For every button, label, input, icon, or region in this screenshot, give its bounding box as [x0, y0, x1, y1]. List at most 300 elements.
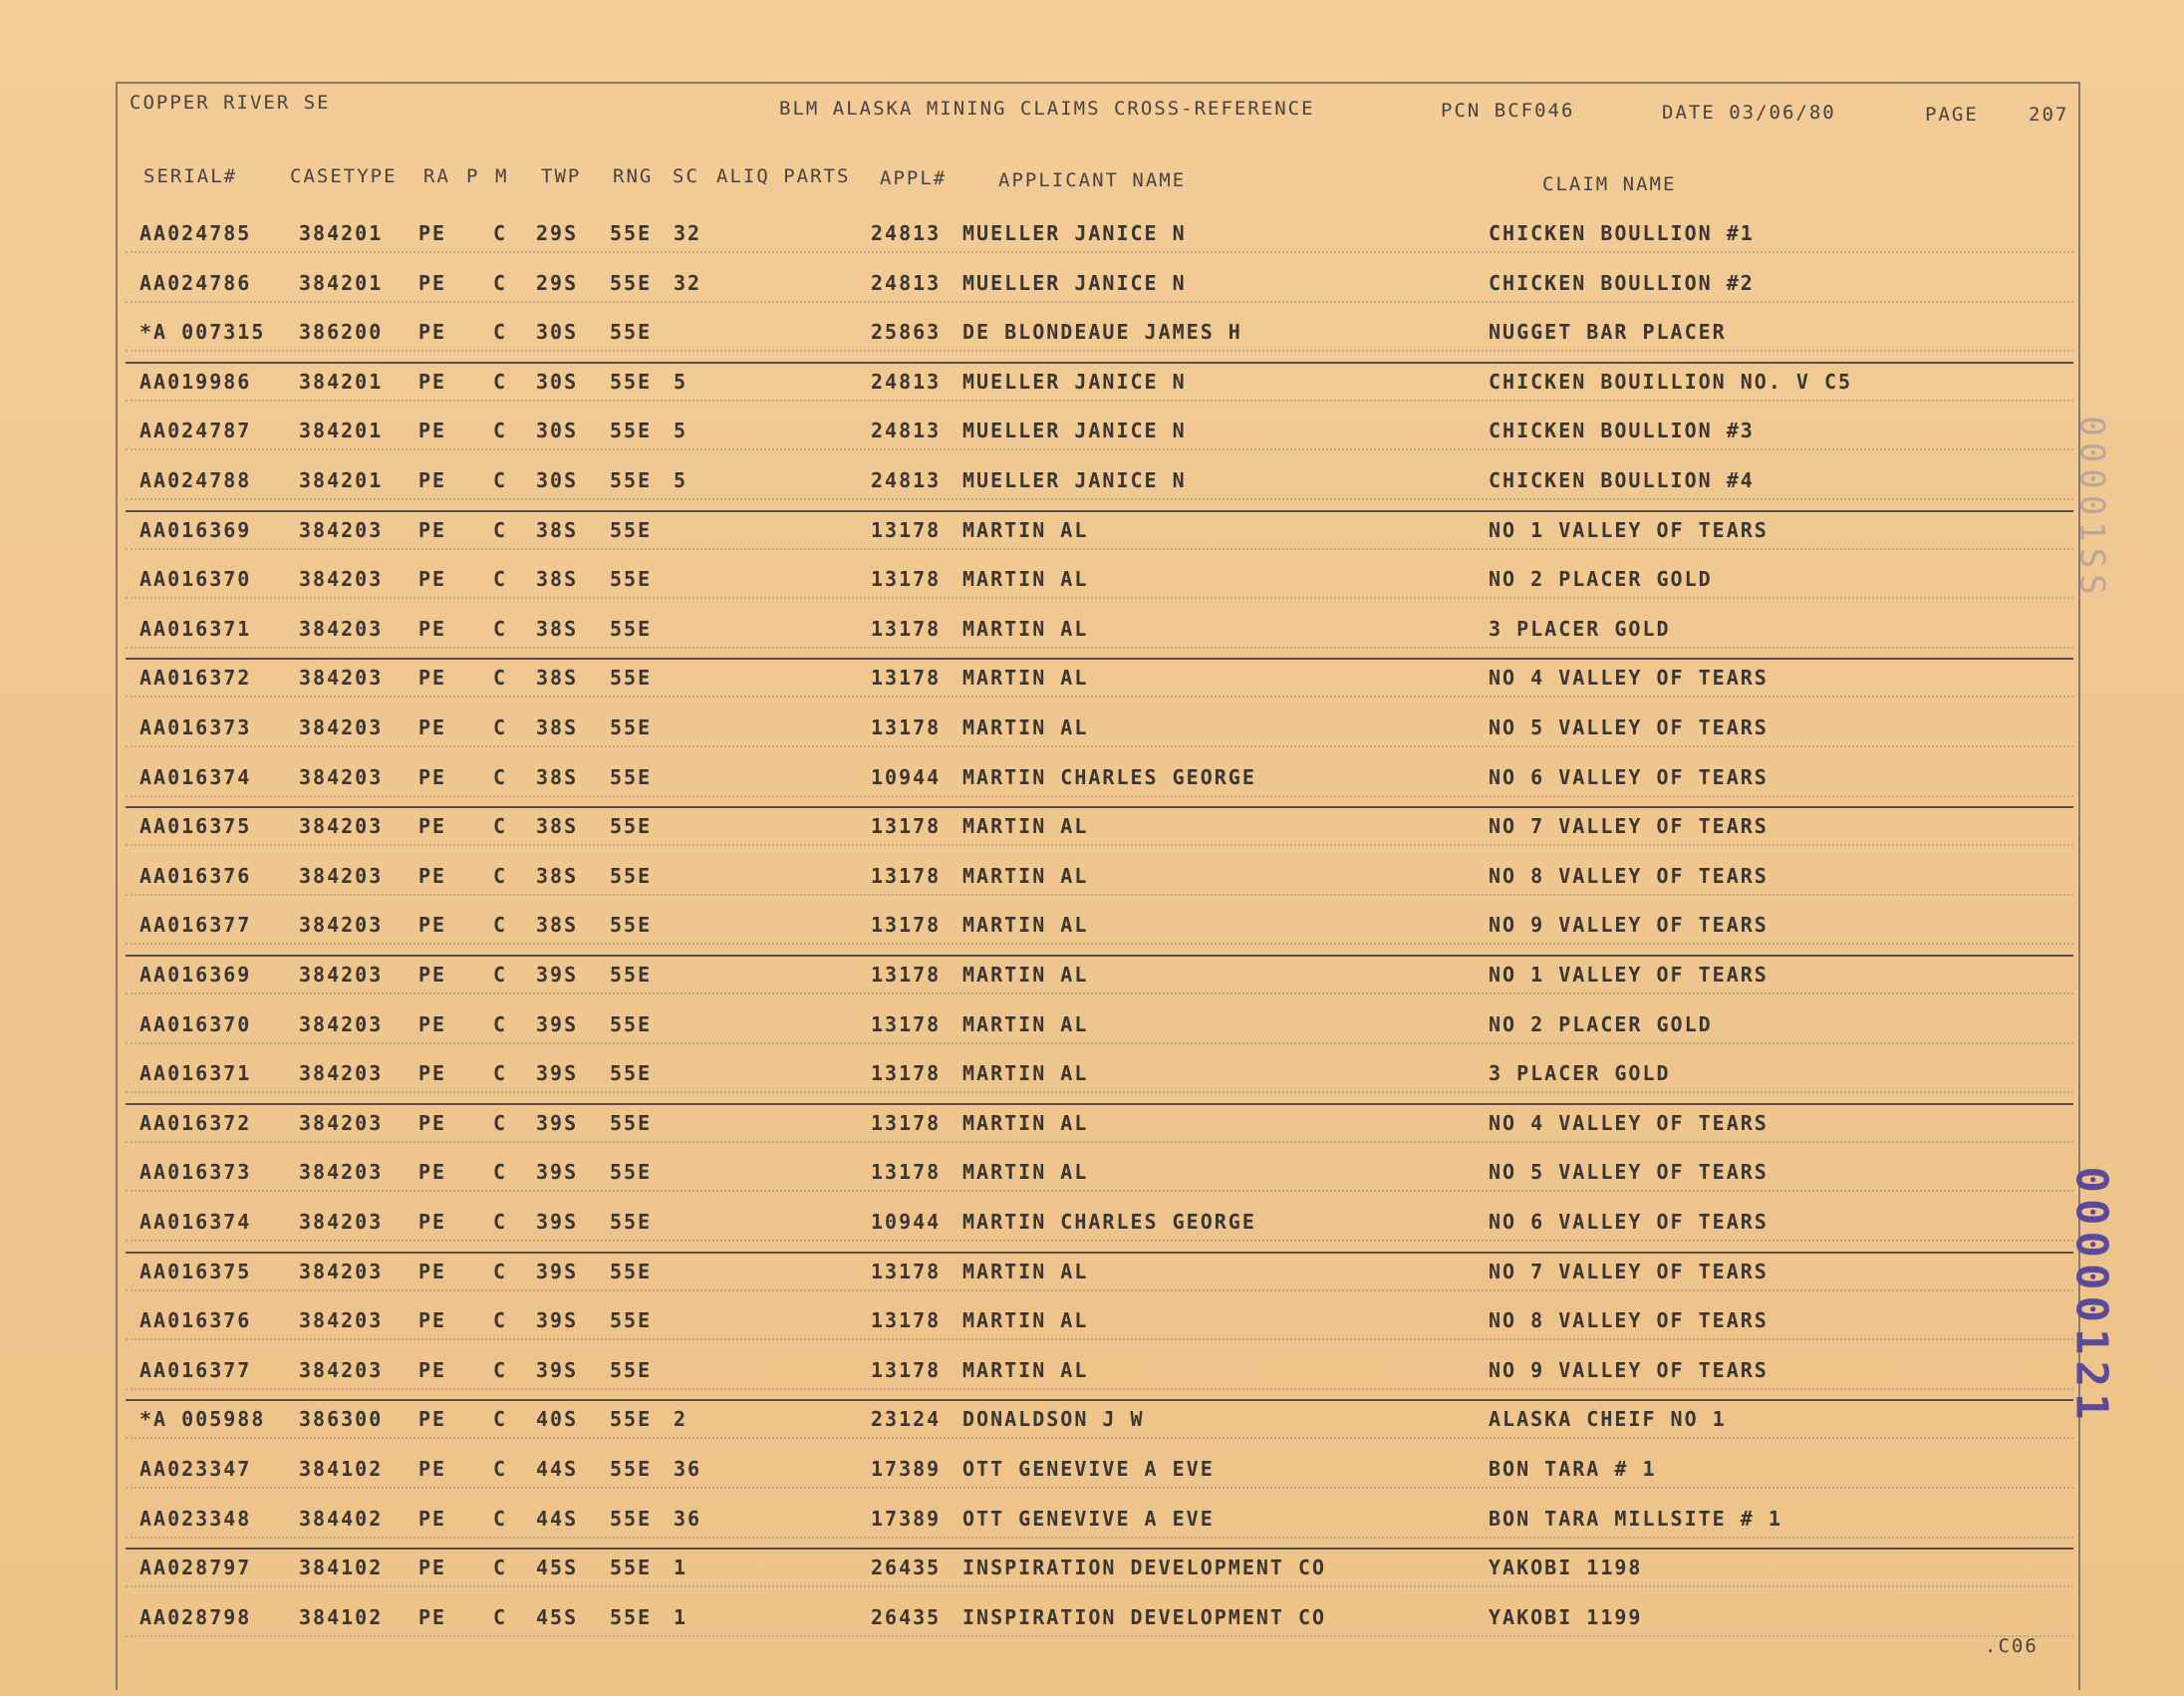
- cell-twp: 38S: [536, 567, 579, 592]
- row-divider: [126, 251, 2073, 253]
- cell-claim: NO 1 VALLEY OF TEARS: [1489, 963, 1769, 987]
- cell-serial: *A 007315: [139, 320, 266, 345]
- cell-m: C: [493, 1210, 508, 1234]
- cell-twp: 45S: [536, 1555, 579, 1580]
- table-row: [0, 652, 2184, 702]
- cell-casetype: 384201: [299, 270, 384, 295]
- cell-appl: 23124: [871, 1407, 942, 1432]
- cell-ra: PE: [418, 963, 447, 987]
- cell-claim: NO 4 VALLEY OF TEARS: [1489, 1110, 1769, 1135]
- cell-twp: 30S: [536, 419, 579, 443]
- cell-rng: 55E: [610, 1210, 653, 1234]
- cell-serial: AA016375: [139, 814, 252, 839]
- footer-code: .C06: [1985, 1635, 2039, 1657]
- cell-m: C: [493, 1061, 508, 1086]
- cell-m: C: [493, 715, 508, 739]
- table-row: [0, 1294, 2184, 1344]
- row-divider: [126, 1537, 2073, 1539]
- stamp-number: 00000121: [2065, 1166, 2117, 1425]
- row-divider: [126, 1190, 2073, 1192]
- cell-appl: 13178: [871, 1259, 942, 1283]
- table-row: [0, 553, 2184, 603]
- cell-casetype: 384203: [299, 1011, 384, 1036]
- cell-ra: PE: [418, 764, 447, 789]
- cell-casetype: 384201: [299, 221, 384, 245]
- cell-m: C: [493, 270, 508, 295]
- cell-name: MUELLER JANICE N: [962, 419, 1187, 443]
- strike-line: [126, 806, 2073, 808]
- cell-ra: PE: [418, 814, 447, 839]
- cell-name: MARTIN AL: [962, 963, 1089, 987]
- cell-appl: 24813: [871, 369, 942, 394]
- row-divider: [126, 1141, 2073, 1143]
- cell-name: INSPIRATION DEVELOPMENT CO: [962, 1555, 1327, 1580]
- cell-ra: PE: [418, 1555, 447, 1580]
- row-divider: [126, 1487, 2073, 1489]
- cell-serial: AA024786: [139, 270, 252, 295]
- row-divider: [126, 647, 2073, 649]
- row-divider: [126, 1585, 2073, 1587]
- cell-claim: NO 9 VALLEY OF TEARS: [1489, 913, 1769, 938]
- cell-name: MARTIN AL: [962, 863, 1089, 888]
- cell-sc: 5: [674, 419, 688, 443]
- cell-casetype: 384203: [299, 1308, 384, 1333]
- table-row: [0, 850, 2184, 900]
- cell-rng: 55E: [610, 320, 653, 345]
- cell-casetype: 384203: [299, 1210, 384, 1234]
- cell-name: MUELLER JANICE N: [962, 369, 1187, 394]
- cell-casetype: 384203: [299, 1357, 384, 1382]
- cell-rng: 55E: [610, 913, 653, 938]
- cell-rng: 55E: [610, 1259, 653, 1283]
- cell-name: MARTIN AL: [962, 567, 1089, 592]
- cell-twp: 38S: [536, 814, 579, 839]
- cell-rng: 55E: [610, 715, 653, 739]
- cell-rng: 55E: [610, 1407, 653, 1432]
- table-row: [0, 306, 2184, 356]
- cell-sc: 32: [674, 270, 702, 295]
- row-divider: [126, 795, 2073, 797]
- cell-casetype: 384203: [299, 1259, 384, 1283]
- cell-casetype: 384203: [299, 1061, 384, 1086]
- cell-name: MARTIN AL: [962, 1308, 1089, 1333]
- cell-rng: 55E: [610, 1357, 653, 1382]
- cell-serial: AA023348: [139, 1506, 252, 1531]
- cell-name: MARTIN AL: [962, 1357, 1089, 1382]
- cell-ra: PE: [418, 567, 447, 592]
- cell-ra: PE: [418, 666, 447, 691]
- cell-casetype: 384203: [299, 715, 384, 739]
- cell-rng: 55E: [610, 764, 653, 789]
- cell-rng: 55E: [610, 270, 653, 295]
- table-row: [0, 405, 2184, 454]
- cell-appl: 24813: [871, 419, 942, 443]
- cell-appl: 17389: [871, 1506, 942, 1531]
- cell-name: MARTIN AL: [962, 715, 1089, 739]
- cell-ra: PE: [418, 1210, 447, 1234]
- cell-twp: 39S: [536, 1110, 579, 1135]
- report-title: BLM ALASKA MINING CLAIMS CROSS-REFERENCE: [779, 98, 1315, 120]
- cell-rng: 55E: [610, 1160, 653, 1185]
- cell-name: MUELLER JANICE N: [962, 221, 1187, 245]
- cell-m: C: [493, 468, 508, 492]
- table-row: [0, 257, 2184, 307]
- table-row: [0, 356, 2184, 406]
- cell-m: C: [493, 863, 508, 888]
- cell-casetype: 384203: [299, 1160, 384, 1185]
- cell-twp: 29S: [536, 270, 579, 295]
- cell-appl: 10944: [871, 764, 942, 789]
- cell-m: C: [493, 666, 508, 691]
- cell-appl: 13178: [871, 1357, 942, 1382]
- cell-appl: 26435: [871, 1604, 942, 1629]
- table-row: [0, 603, 2184, 653]
- cell-twp: 40S: [536, 1407, 579, 1432]
- cell-claim: NO 8 VALLEY OF TEARS: [1489, 863, 1769, 888]
- cell-twp: 39S: [536, 1160, 579, 1185]
- cell-rng: 55E: [610, 1506, 653, 1531]
- cell-serial: AA019986: [139, 369, 252, 394]
- table-row: [0, 702, 2184, 751]
- cell-serial: AA028798: [139, 1604, 252, 1629]
- row-divider: [126, 548, 2073, 550]
- cell-casetype: 384102: [299, 1457, 384, 1481]
- col-ra: RA: [423, 165, 450, 187]
- cell-ra: PE: [418, 221, 447, 245]
- cell-ra: PE: [418, 419, 447, 443]
- table-row: [0, 1146, 2184, 1196]
- row-divider: [126, 1338, 2073, 1340]
- cell-claim: CHICKEN BOULLION #3: [1489, 419, 1755, 443]
- cell-claim: CHICKEN BOULLION #2: [1489, 270, 1755, 295]
- cell-name: OTT GENEVIVE A EVE: [962, 1457, 1215, 1481]
- cell-claim: BON TARA MILLSITE # 1: [1489, 1506, 1782, 1531]
- table-row: [0, 504, 2184, 554]
- cell-sc: 1: [674, 1555, 688, 1580]
- row-divider: [126, 745, 2073, 747]
- cell-serial: AA016372: [139, 666, 252, 691]
- cell-m: C: [493, 1357, 508, 1382]
- cell-rng: 55E: [610, 666, 653, 691]
- cell-ra: PE: [418, 1457, 447, 1481]
- cell-claim: YAKOBI 1199: [1489, 1604, 1643, 1629]
- table-row: [0, 1493, 2184, 1543]
- cell-serial: AA016371: [139, 1061, 252, 1086]
- cell-name: INSPIRATION DEVELOPMENT CO: [962, 1604, 1327, 1629]
- cell-twp: 39S: [536, 1210, 579, 1234]
- cell-rng: 55E: [610, 1604, 653, 1629]
- cell-serial: AA023347: [139, 1457, 252, 1481]
- cell-twp: 39S: [536, 1061, 579, 1086]
- cell-rng: 55E: [610, 963, 653, 987]
- cell-casetype: 384203: [299, 616, 384, 641]
- cell-twp: 38S: [536, 764, 579, 789]
- table-row: [0, 1246, 2184, 1295]
- cell-twp: 44S: [536, 1506, 579, 1531]
- table-row: [0, 1542, 2184, 1591]
- cell-rng: 55E: [610, 468, 653, 492]
- cell-claim: CHICKEN BOUILLION NO. V C5: [1489, 369, 1853, 394]
- cell-claim: NO 2 PLACER GOLD: [1489, 567, 1713, 592]
- cell-sc: 5: [674, 468, 688, 492]
- cell-appl: 13178: [871, 1011, 942, 1036]
- cell-claim: 3 PLACER GOLD: [1489, 616, 1671, 641]
- strike-line: [126, 362, 2073, 364]
- cell-twp: 39S: [536, 963, 579, 987]
- cell-claim: NO 5 VALLEY OF TEARS: [1489, 715, 1769, 739]
- table-row: [0, 1344, 2184, 1394]
- cell-claim: NO 8 VALLEY OF TEARS: [1489, 1308, 1769, 1333]
- cell-serial: AA016376: [139, 1308, 252, 1333]
- cell-claim: NO 4 VALLEY OF TEARS: [1489, 666, 1769, 691]
- cell-m: C: [493, 320, 508, 345]
- cell-claim: CHICKEN BOULLION #1: [1489, 221, 1755, 245]
- table-row: [0, 998, 2184, 1048]
- cell-rng: 55E: [610, 517, 653, 542]
- cell-appl: 13178: [871, 863, 942, 888]
- cell-appl: 13178: [871, 814, 942, 839]
- row-divider: [126, 844, 2073, 846]
- row-divider: [126, 992, 2073, 994]
- cell-m: C: [493, 1407, 508, 1432]
- report-date: DATE 03/06/80: [1662, 102, 1836, 124]
- cell-appl: 13178: [871, 715, 942, 739]
- cell-twp: 38S: [536, 666, 579, 691]
- cell-ra: PE: [418, 270, 447, 295]
- cell-serial: AA016372: [139, 1110, 252, 1135]
- cell-name: MARTIN AL: [962, 517, 1089, 542]
- cell-m: C: [493, 814, 508, 839]
- cell-rng: 55E: [610, 419, 653, 443]
- cell-ra: PE: [418, 616, 447, 641]
- cell-casetype: 386300: [299, 1407, 384, 1432]
- cell-appl: 13178: [871, 1308, 942, 1333]
- cell-appl: 13178: [871, 913, 942, 938]
- cell-m: C: [493, 221, 508, 245]
- cell-name: MARTIN AL: [962, 616, 1089, 641]
- cell-sc: 2: [674, 1407, 688, 1432]
- cell-ra: PE: [418, 1061, 447, 1086]
- cell-m: C: [493, 1506, 508, 1531]
- strike-line: [126, 955, 2073, 957]
- cell-appl: 13178: [871, 963, 942, 987]
- cell-serial: AA016370: [139, 1011, 252, 1036]
- cell-appl: 13178: [871, 567, 942, 592]
- cell-ra: PE: [418, 1308, 447, 1333]
- cell-serial: AA016376: [139, 863, 252, 888]
- cell-serial: AA016377: [139, 913, 252, 938]
- cell-casetype: 384203: [299, 764, 384, 789]
- cell-m: C: [493, 1604, 508, 1629]
- cell-sc: 36: [674, 1457, 702, 1481]
- cell-ra: PE: [418, 517, 447, 542]
- cell-m: C: [493, 1308, 508, 1333]
- cell-claim: NO 1 VALLEY OF TEARS: [1489, 517, 1769, 542]
- cell-m: C: [493, 517, 508, 542]
- cell-ra: PE: [418, 1259, 447, 1283]
- col-m: M: [495, 165, 509, 187]
- region-label: COPPER RIVER SE: [130, 92, 331, 114]
- faint-stamp: 00001SS: [2072, 416, 2113, 601]
- strike-line: [126, 510, 2073, 512]
- cell-name: MUELLER JANICE N: [962, 270, 1187, 295]
- col-aliq: ALIQ PARTS: [716, 165, 851, 187]
- cell-twp: 38S: [536, 913, 579, 938]
- cell-m: C: [493, 1110, 508, 1135]
- cell-casetype: 384201: [299, 369, 384, 394]
- cell-twp: 44S: [536, 1457, 579, 1481]
- row-divider: [126, 1437, 2073, 1439]
- cell-ra: PE: [418, 468, 447, 492]
- cell-ra: PE: [418, 1011, 447, 1036]
- cell-claim: ALASKA CHEIF NO 1: [1489, 1407, 1727, 1432]
- col-claim: CLAIM NAME: [1542, 173, 1677, 195]
- cell-casetype: 384201: [299, 468, 384, 492]
- cell-ra: PE: [418, 1604, 447, 1629]
- cell-serial: AA016374: [139, 1210, 252, 1234]
- cell-twp: 30S: [536, 369, 579, 394]
- cell-serial: AA016377: [139, 1357, 252, 1382]
- cell-casetype: 384203: [299, 913, 384, 938]
- cell-m: C: [493, 369, 508, 394]
- cell-appl: 24813: [871, 468, 942, 492]
- cell-serial: AA016370: [139, 567, 252, 592]
- cell-casetype: 384102: [299, 1604, 384, 1629]
- cell-rng: 55E: [610, 221, 653, 245]
- cell-casetype: 384203: [299, 1110, 384, 1135]
- cell-twp: 38S: [536, 863, 579, 888]
- cell-appl: 24813: [871, 270, 942, 295]
- cell-claim: BON TARA # 1: [1489, 1457, 1657, 1481]
- row-divider: [126, 1091, 2073, 1093]
- cell-name: MARTIN AL: [962, 814, 1089, 839]
- cell-serial: AA024785: [139, 221, 252, 245]
- table-row: [0, 1196, 2184, 1246]
- row-divider: [126, 943, 2073, 945]
- strike-line: [126, 658, 2073, 660]
- col-appl: APPL#: [880, 167, 948, 189]
- cell-twp: 39S: [536, 1259, 579, 1283]
- col-twp: TWP: [541, 165, 582, 187]
- cell-twp: 29S: [536, 221, 579, 245]
- cell-appl: 24813: [871, 221, 942, 245]
- cell-rng: 55E: [610, 814, 653, 839]
- cell-name: MUELLER JANICE N: [962, 468, 1187, 492]
- cell-rng: 55E: [610, 369, 653, 394]
- page-number: 207: [2029, 104, 2069, 126]
- row-divider: [126, 1042, 2073, 1044]
- cell-casetype: 384203: [299, 517, 384, 542]
- cell-casetype: 386200: [299, 320, 384, 345]
- cell-claim: NO 6 VALLEY OF TEARS: [1489, 764, 1769, 789]
- cell-ra: PE: [418, 1160, 447, 1185]
- pcn-label: PCN BCF046: [1441, 100, 1575, 122]
- row-divider: [126, 448, 2073, 450]
- cell-serial: AA016369: [139, 963, 252, 987]
- table-row: [0, 800, 2184, 850]
- col-sc: SC: [673, 165, 699, 187]
- cell-casetype: 384203: [299, 666, 384, 691]
- row-divider: [126, 350, 2073, 352]
- cell-twp: 30S: [536, 468, 579, 492]
- cell-twp: 38S: [536, 517, 579, 542]
- cell-twp: 30S: [536, 320, 579, 345]
- cell-claim: NUGGET BAR PLACER: [1489, 320, 1727, 345]
- col-applicant: APPLICANT NAME: [998, 169, 1187, 191]
- cell-sc: 1: [674, 1604, 688, 1629]
- cell-rng: 55E: [610, 1555, 653, 1580]
- table-row: [0, 207, 2184, 257]
- row-divider: [126, 696, 2073, 698]
- cell-ra: PE: [418, 1357, 447, 1382]
- cell-ra: PE: [418, 1407, 447, 1432]
- cell-claim: NO 5 VALLEY OF TEARS: [1489, 1160, 1769, 1185]
- cell-name: MARTIN CHARLES GEORGE: [962, 764, 1256, 789]
- cell-casetype: 384402: [299, 1506, 384, 1531]
- row-divider: [126, 498, 2073, 500]
- cell-name: OTT GENEVIVE A EVE: [962, 1506, 1215, 1531]
- cell-appl: 25863: [871, 320, 942, 345]
- cell-m: C: [493, 1011, 508, 1036]
- cell-appl: 13178: [871, 616, 942, 641]
- cell-m: C: [493, 913, 508, 938]
- cell-twp: 39S: [536, 1011, 579, 1036]
- cell-m: C: [493, 567, 508, 592]
- cell-name: DONALDSON J W: [962, 1407, 1145, 1432]
- cell-sc: 32: [674, 221, 702, 245]
- row-divider: [126, 400, 2073, 402]
- cell-m: C: [493, 963, 508, 987]
- strike-line: [126, 1548, 2073, 1550]
- cell-name: DE BLONDEAUE JAMES H: [962, 320, 1242, 345]
- cell-name: MARTIN AL: [962, 1259, 1089, 1283]
- table-row: [0, 949, 2184, 998]
- cell-twp: 39S: [536, 1357, 579, 1382]
- table-row: [0, 1393, 2184, 1443]
- cell-casetype: 384203: [299, 863, 384, 888]
- table-row: [0, 1591, 2184, 1641]
- cell-claim: NO 7 VALLEY OF TEARS: [1489, 814, 1769, 839]
- cell-m: C: [493, 1160, 508, 1185]
- cell-rng: 55E: [610, 863, 653, 888]
- cell-twp: 38S: [536, 715, 579, 739]
- cell-serial: *A 005988: [139, 1407, 266, 1432]
- cell-m: C: [493, 1259, 508, 1283]
- cell-appl: 17389: [871, 1457, 942, 1481]
- cell-claim: NO 7 VALLEY OF TEARS: [1489, 1259, 1769, 1283]
- cell-sc: 5: [674, 369, 688, 394]
- cell-m: C: [493, 1457, 508, 1481]
- cell-claim: CHICKEN BOULLION #4: [1489, 468, 1755, 492]
- cell-claim: 3 PLACER GOLD: [1489, 1061, 1671, 1086]
- table-row: [0, 899, 2184, 949]
- cell-serial: AA016369: [139, 517, 252, 542]
- cell-twp: 38S: [536, 616, 579, 641]
- cell-serial: AA016373: [139, 715, 252, 739]
- cell-twp: 39S: [536, 1308, 579, 1333]
- cell-appl: 13178: [871, 517, 942, 542]
- cell-casetype: 384201: [299, 419, 384, 443]
- row-divider: [126, 597, 2073, 599]
- cell-serial: AA016375: [139, 1259, 252, 1283]
- cell-m: C: [493, 616, 508, 641]
- cell-name: MARTIN AL: [962, 1061, 1089, 1086]
- cell-m: C: [493, 419, 508, 443]
- cell-claim: NO 6 VALLEY OF TEARS: [1489, 1210, 1769, 1234]
- cell-appl: 10944: [871, 1210, 942, 1234]
- cell-rng: 55E: [610, 1061, 653, 1086]
- table-row: [0, 1443, 2184, 1493]
